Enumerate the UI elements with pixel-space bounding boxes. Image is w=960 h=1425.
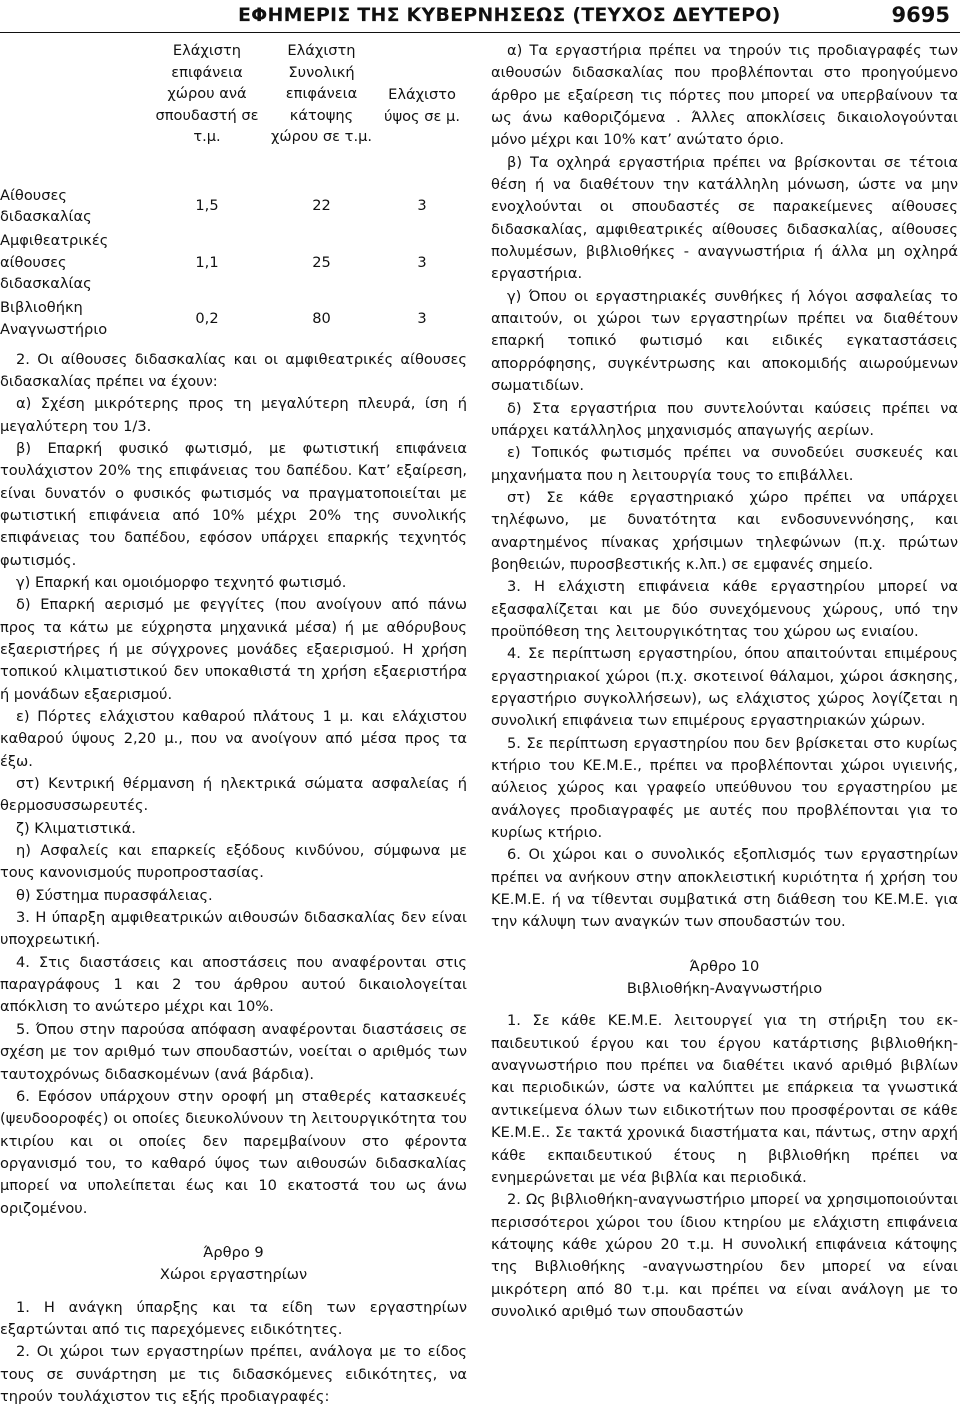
left-column <box>0 40 467 1408</box>
table-row <box>0 182 467 230</box>
table-header-row <box>0 40 467 182</box>
header-rule <box>0 32 960 33</box>
table-row-label: Αίθουσες διδασκαλίας <box>0 186 92 225</box>
table-row-label: Βιβλιοθήκη Αναγνωστήριο <box>0 299 108 338</box>
table-header-cell: Ελάχιστο ύψος σε μ. <box>384 86 460 125</box>
paragraph: 4. Στις διαστάσεις και αποστάσεις που αναφέρονται στις παραγράφους 1 και 2 του άρθρου αυτού δικαιολογείται απόκλιση το ανώτερο μέχρι και 10%. <box>0 953 467 1016</box>
paragraph: α) Σχέση μικρότερης προς τη μεγαλύτερη πλευρά, ίση ή μεγαλύτερη του 1/3. <box>0 395 467 435</box>
paragraph: γ) Επαρκή και ομοιόμορφο τεχνητό φωτισμό. <box>16 573 347 591</box>
paragraph: 2. Οι χώροι των εργαστηρίων πρέπει, ανάλογα με το είδος τους σε συνάρτηση με τις διδασκόμενες ειδικότητες, να τηρούν τουλάχιστον τις εξής προδιαγραφές: <box>0 1343 467 1405</box>
table-cell: 0,2 <box>195 309 219 327</box>
table-cell: 22 <box>312 197 331 215</box>
paragraph: ζ) Κλιματιστικά. <box>16 819 136 837</box>
paragraph: στ) Σε κάθε εργαστηριακό χώρο πρέπει να υπάρχει τηλέφωνο, με δυνατότητα και ενδοσυνεννόησης, και αναρτημένος πίνακας χρήσιμων τηλεφώνων (π.χ. πρώτων βοηθειών, πυροσβεστικής κ.λπ.) σε εμφανές σημείο. <box>491 488 958 573</box>
table-cell: 80 <box>312 309 331 327</box>
paragraph: στ) Κεντρική θέρμανση ή ηλεκτρικά σώματα ασφαλείας ή θερμοσυσσωρευτές. <box>0 775 467 815</box>
paragraph: β) Επαρκή φυσικό φωτισμό, με φωτιστική επιφάνεια τουλάχιστον 20% της επιφάνειας του δαπέδου. Κατ’ εξαίρεση, είναι δυνατόν ο φυσικός φωτισμός να πραγματοποιείται με φωτιστική επιφάνεια από 10% μέχρι 20% της συνολικής επιφάνειας του δαπέδου, εφόσον υπάρχει επαρκής τεχνητός φωτισμός. <box>0 439 467 569</box>
table-cell: 3 <box>417 309 427 327</box>
table-cell: 1,5 <box>195 197 219 215</box>
gazette-title: ΕΦΗΜΕΡΙΣ ΤΗΣ ΚΥΒΕΡΝΗΣΕΩΣ (ΤΕΥΧΟΣ ΔΕΥΤΕΡΟ) <box>238 4 781 26</box>
article-10-subtitle: Βιβλιοθήκη-Αναγνωστήριο <box>626 980 823 998</box>
paragraph: 5. Σε περίπτωση εργαστηρίου που δεν βρίσκεται στο κυρίως κτήριο του ΚΕ.Μ.Ε., πρέπει να προβλέπονται χώροι υγιεινής, αύλειος χώρος και γραφείο υπεύθυνου του εργαστηρίου με ανάλογες προδιαγραφές με αυτές που προβλέπονται για το κυρίως κτήριο. <box>491 734 958 842</box>
table-header-cell <box>0 40 148 182</box>
table-cell: 3 <box>417 253 427 271</box>
right-column <box>491 40 958 1323</box>
paragraph: α) Τα εργαστήρια πρέπει να τηρούν τις προδιαγραφές των αιθουσών διδασκαλίας που προβλέπονται στο προηγούμενο άρθρο με εξαίρεση τις πόρτες που μπορεί να υπερβαίνουν τα ως άνω καθοριζόμενα . Άλλες αποκλίσεις δικαιολογούνται μόνο μέχρι και 10% κατ’ ανώτατο όριο. <box>491 42 958 149</box>
table-row-label: Αμφιθεατρικές αίθουσες διδασκαλίας <box>0 232 109 292</box>
paragraph: 2. Ως βιβλιοθήκη-αναγνωστήριο μπορεί να χρησιμοποιούνται περισσότεροι χώροι του ίδιου κτηρίου με ελάχιστη επιφάνεια κάτοψης κάθε χώρου 20 τ.μ. Η συνολική επιφάνεια κάτοψης της Βιβλιοθήκης -αναγνωστηρίου δεν μπορεί να είναι μικρότερη από 80 τ.μ. και πρέπει να είναι ανάλογη με το συνολικό αριθμό των σπουδαστών <box>491 1191 958 1320</box>
space-requirements-table <box>0 40 467 343</box>
paragraph: 3. Η ύπαρξη αμφιθεατρικών αιθουσών διδασκαλίας δεν είναι υποχρεωτική. <box>0 909 467 949</box>
table-header-cell: Ελάχιστη επιφάνεια χώρου ανά σπουδαστή σε τ.μ. <box>155 42 259 145</box>
paragraph: γ) Όπου οι εργαστηριακές συνθήκες ή λόγοι ασφαλείας το απαιτούν, οι χώροι των εργαστηρίων πρέπει να διαθέτουν επαρκή τοπικό φωτισμό και ειδικές εγκαταστάσεις απορρόφησης, συγκέντρωσης και αποκομιδής αιωρούμενων σωματιδίων. <box>491 287 958 395</box>
paragraph: 1. Η ανάγκη ύπαρξης και τα είδη των εργαστηρίων εξαρτώνται από τις παρεχόμενες ειδικότητες. <box>0 1298 467 1338</box>
paragraph: ε) Πόρτες ελάχιστου καθαρού πλάτους 1 μ. και ελάχιστου καθαρού ύψους 2,20 μ., που να ανοίγουν από μέσα προς τα έξω. <box>0 708 467 770</box>
paragraph: 6. Εφόσον υπάρχουν στην οροφή μη σταθερές κατασκευές (ψευδοοροφές) οι οποίες διευκολύνουν τη λειτουργικότητα του κτιρίου και οι οποίες δεν παρεμβαίνουν στο φέροντα οργανισμό του, το καθαρό ύψος των αιθουσών διδασκαλίας μπορεί να υπολείπεται έως και 10 εκατοστά του ως άνω οριζομένου. <box>0 1087 467 1217</box>
paragraph: 4. Σε περίπτωση εργαστηρίου, όπου απαιτούνται επιμέρους εργαστηριακοί χώροι (π.χ. σκοτεινοί θάλαμοι, χώροι άσκησης, εργαστήριο συγκολλήσεων), ως ελάχιστος χώρος λογίζεται η συνολική επιφάνεια των επιμέρους εργαστηριακών χώρων. <box>491 645 958 730</box>
paragraph: δ) Επαρκή αερισμό με φεγγίτες (που ανοίγουν από πάνω προς τα κάτω με εύχρηστα μηχανικά μέσα) ή με αθόρυβους εξαεριστήρες ή με σύγχρονες μονάδες εξαερισμού. Η χρήση τοπικού κλιματιστικού δεν υποκαθιστά τη χρήση εξαεριστήρα ή μονάδων εξαερισμού. <box>0 596 467 703</box>
page-number: 9695 <box>891 3 950 27</box>
article-9-title: Άρθρο 9 <box>203 1243 264 1261</box>
paragraph: 6. Οι χώροι και ο συνολικός εξοπλισμός των εργαστηρίων πρέπει να ανήκουν στην αποκλειστική κυριότητα ή χρήση του ΚΕ.Μ.Ε. ή να τίθενται συμβατικά στη διάθεση του ΚΕ.Μ.Ε. για την κάλυψη των αναγκών των σπουδαστών του. <box>491 846 958 931</box>
paragraph: 5. Όπου στην παρούσα απόφαση αναφέρονται διαστάσεις σε σχέση με τον αριθμό των σπουδαστών, νοείται ο αριθμός των ταυτοχρόνως διδασκομένων (ανά βάρδια). <box>0 1020 467 1083</box>
article-9-subtitle: Χώροι εργαστηρίων <box>159 1266 308 1284</box>
table-cell: 1,1 <box>195 253 219 271</box>
paragraph: δ) Στα εργαστήρια που συντελούνται καύσεις πρέπει να υπάρχει κατάλληλος μηχανισμός απαγωγής αερίων. <box>491 399 958 439</box>
paragraph: 3. Η ελάχιστη επιφάνεια κάθε εργαστηρίου μπορεί να εξασφαλίζεται και με δύο συνεχόμενους χώρους, υπό την προϋπόθεση της λειτουργικότητας του χώρου ως ενιαίου. <box>491 578 958 640</box>
table-header-cell: Ελάχιστη Συνολική επιφάνεια κάτοψης χώρου σε τ.μ. <box>270 42 373 145</box>
table-row <box>0 295 467 343</box>
paragraph: η) Ασφαλείς και επαρκείς εξόδους κινδύνου, σύμφωνα με τους κανονισμούς πυροπροστασίας. <box>0 842 467 882</box>
paragraph: 1. Σε κάθε ΚΕ.Μ.Ε. λειτουργεί για τη στήριξη του εκπαιδευτικού έργου και του έργου κατάρτισης βιβλιοθήκη-αναγνωστήριο που πρέπει να διαθέτει ικανό αριθμό βιβλίων και περιοδικών, ώστε να καλύπτει με επάρκεια τα γνωστικά αντικείμενα όλων των ειδικοτήτων που προσφέρονται σε κάθε ΚΕ.Μ.Ε.. Σε τακτά χρονικά διαστήματα και, πάντως, στην αρχή κάθε εκπαιδευτικού έτους η βιβλιοθήκη πρέπει να ενημερώνεται με νέα βιβλία και περιοδικά. <box>491 1012 958 1186</box>
paragraph: θ) Σύστημα πυρασφάλειας. <box>16 886 213 904</box>
article-10-title: Άρθρο 10 <box>689 957 760 975</box>
table-row <box>0 230 467 295</box>
table-cell: 3 <box>417 197 427 215</box>
paragraph: β) Τα οχληρά εργαστήρια πρέπει να βρίσκονται σε τέτοια θέση ή να διαθέτουν την κατάλληλη μόνωση, ώστε να μην ενοχλούνται οι σπουδαστές σε παρακείμενες αίθουσες διδασκαλίας, αμφιθεατρικές αίθουσες διδασκαλίας, αίθουσες πολυμέσων, βιβλιοθήκες - αναγνωστήρια ή άλλα μη οχληρά εργαστήρια. <box>491 153 958 283</box>
page-header <box>0 0 960 38</box>
paragraph: ε) Τοπικός φωτισμός πρέπει να συνοδεύει συσκευές και μηχανήματα που η λειτουργία τους το επιβάλλει. <box>491 444 958 484</box>
paragraph: 2. Οι αίθουσες διδασκαλίας και οι αμφιθεατρικές αίθουσες διδασκαλίας πρέπει να έχουν: <box>0 350 467 390</box>
table-cell: 25 <box>312 253 331 271</box>
